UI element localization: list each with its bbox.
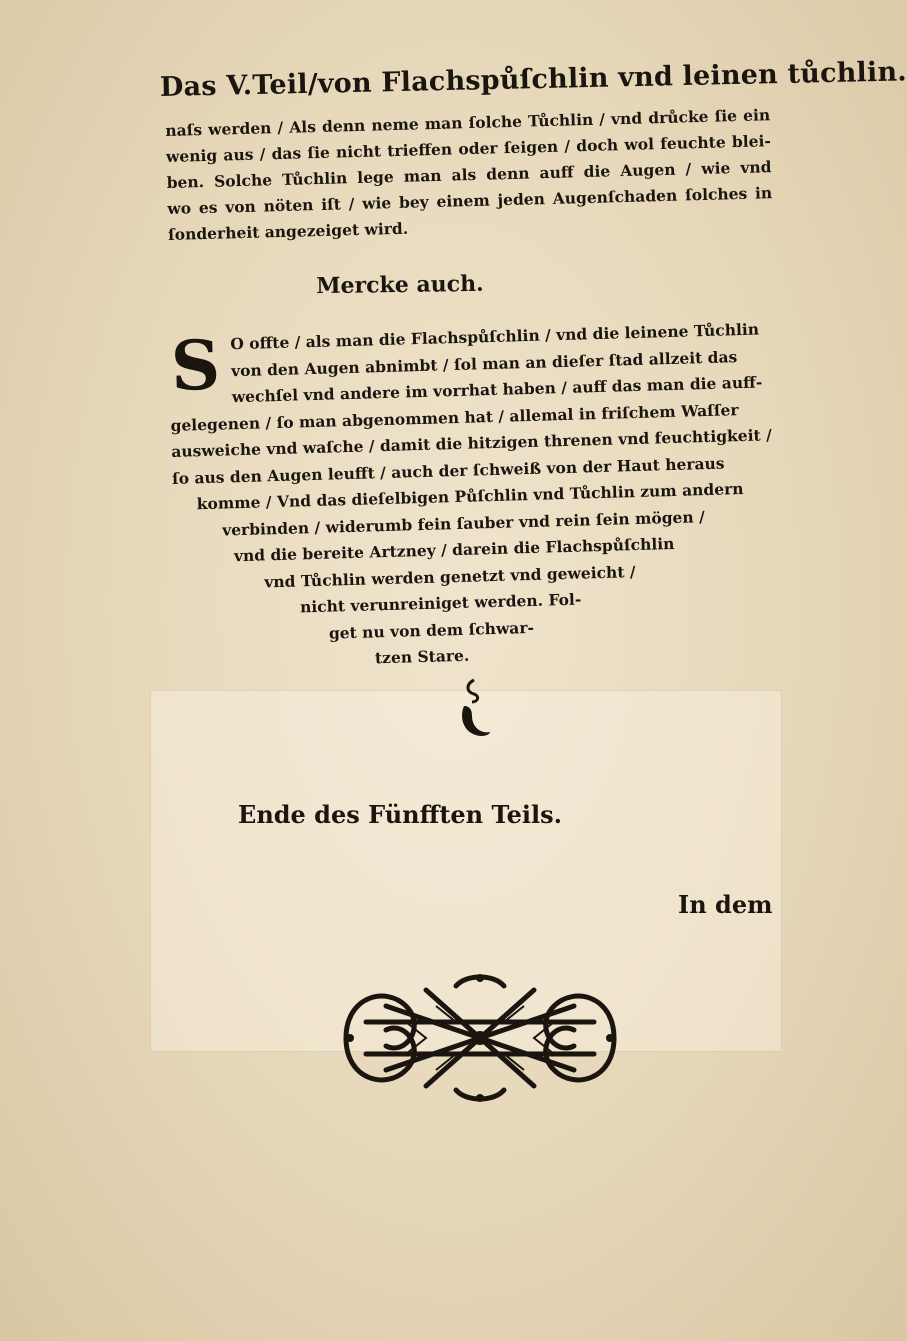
text-line: von den Augen abnimbt / ſol man an dieſer ſtad allzeit das [230, 346, 738, 380]
fleuron-icon [452, 676, 492, 740]
catchword: In dem [678, 890, 773, 919]
text-line: wo es von nöten iſt / wie bey einem jeden Augenſchaden ſolches in [167, 183, 773, 218]
text-line: ſo aus den Augen leufft / auch der ſchweiß von der Haut heraus [171, 453, 725, 488]
text-line: tzen Stare. [374, 645, 470, 668]
text-line: nicht verunreiniget werden. Fol- [299, 589, 582, 617]
text-line: get nu von dem ſchwar- [328, 617, 535, 643]
text-line: ben. Solche Tůchlin lege man als denn auff die Augen / wie vnd [166, 157, 772, 192]
knotwork-ornament-icon [326, 966, 634, 1110]
text-line: vnd die bereite Artzney / darein die Flachspůſchlin [233, 533, 675, 566]
text-line: wenig aus / das ſie nicht trieffen oder ſeigen / doch wol feuchte blei- [165, 131, 772, 166]
opening-text [165, 102, 773, 248]
text-line: komme / Vnd das dieſelbigen Půſchlin vnd Tůchlin zum andern [196, 478, 744, 514]
text-line: wechſel vnd andere im vorrhat haben / auff das man die auff- [231, 372, 763, 407]
text-line: O offte / als man die Flachspůſchlin / vnd die leinene Tůchlin [230, 319, 760, 354]
text-line: vnd Tůchlin werden genetzt vnd geweicht / [264, 561, 636, 591]
text-line: naſs werden / Als denn neme man ſolche Tůchlin / vnd drůcke ſie ein [165, 105, 771, 140]
main-paragraph [168, 316, 777, 677]
text-line: verbinden / widerumb fein ſauber vnd rein ſein mögen / [221, 506, 705, 540]
text-line: ausweiche vnd waſche / damit die hitzigen threnen vnd feuchtigkeit / [171, 425, 772, 461]
section-subheading: Mercke auch. [316, 270, 484, 300]
drop-cap: S [169, 325, 222, 407]
text-line: ſonderheit angezeiget wird. [167, 218, 409, 244]
text-line: gelegenen / ſo man abgenommen hat / allemal in friſchem Waſſer [170, 399, 739, 435]
part-end-title: Ende des Fünfften Teils. [238, 800, 562, 829]
running-header: Das V.Teil/von Flachspůſchlin vnd leinen tůchlin. [159, 56, 907, 103]
